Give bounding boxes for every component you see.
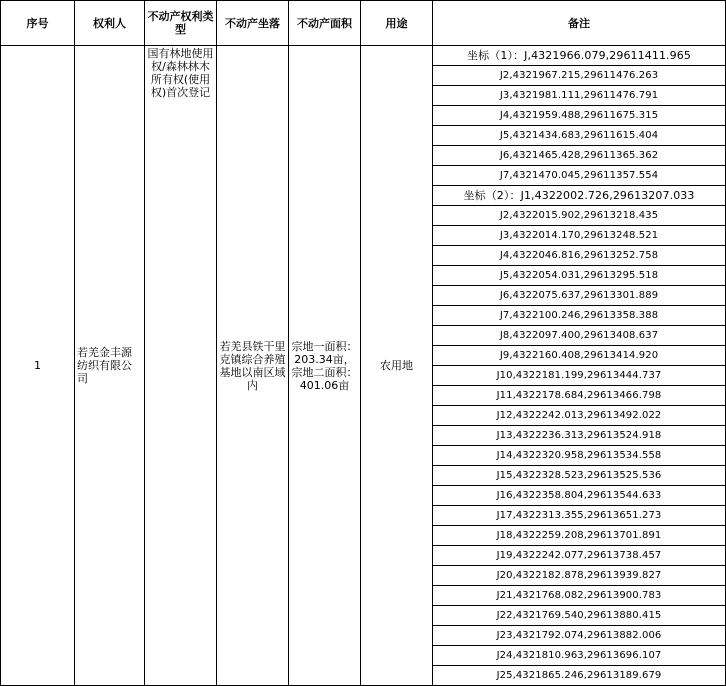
coordinate-note: J6,4322075.637,29613301.889 <box>433 286 726 306</box>
coordinate-note: J8,4322097.400,29613408.637 <box>433 326 726 346</box>
coordinate-note: J10,4322181.199,29613444.737 <box>433 366 726 386</box>
coordinate-note: J13,4322236.313,29613524.918 <box>433 426 726 446</box>
header-right-type: 不动产权利类型 <box>145 1 217 46</box>
header-location: 不动产坐落 <box>217 1 289 46</box>
coordinate-note: 坐标（2）：J1,4322002.726,29613207.033 <box>433 186 726 206</box>
coordinate-note: J5,4322054.031,29613295.518 <box>433 266 726 286</box>
coordinate-note: J7,4322100.246,29613358.388 <box>433 306 726 326</box>
coordinate-note: J11,4322178.684,29613466.798 <box>433 386 726 406</box>
coordinate-note: J12,4322242.013,29613492.022 <box>433 406 726 426</box>
coordinate-note: J9,4322160.408,29613414.920 <box>433 346 726 366</box>
header-index: 序号 <box>1 1 75 46</box>
coordinate-note: J22,4321769.540,29613880.415 <box>433 606 726 626</box>
coordinate-note: J4,4321959.488,29611675.315 <box>433 106 726 126</box>
table-row <box>1 46 726 66</box>
cell-area: 宗地一面积：203.34亩，宗地二面积：401.06亩 <box>289 46 361 686</box>
coordinate-note: J3,4321981.111,29611476.791 <box>433 86 726 106</box>
coordinate-note: J21,4321768.082,29613900.783 <box>433 586 726 606</box>
coordinate-note: J15,4322328.523,29613525.536 <box>433 466 726 486</box>
coordinate-note: J25,4321865.246,29613189.679 <box>433 666 726 686</box>
header-area: 不动产面积 <box>289 1 361 46</box>
cell-use: 农用地 <box>361 46 433 686</box>
coordinate-note: J20,4322182.878,29613939.827 <box>433 566 726 586</box>
coordinate-note: J16,4322358.804,29613544.633 <box>433 486 726 506</box>
coordinate-note: J4,4322046.816,29613252.758 <box>433 246 726 266</box>
coordinate-note: J24,4321810.963,29613696.107 <box>433 646 726 666</box>
cell-index: 1 <box>1 46 75 686</box>
coordinate-note: J19,4322242.077,29613738.457 <box>433 546 726 566</box>
coordinate-note: J2,4321967.215,29611476.263 <box>433 66 726 86</box>
header-owner: 权利人 <box>75 1 145 46</box>
coordinate-note: J2,4322015.902,29613218.435 <box>433 206 726 226</box>
header-notes: 备注 <box>433 1 726 46</box>
coordinate-note: J5,4321434.683,29611615.404 <box>433 126 726 146</box>
header-row <box>1 1 726 46</box>
cell-owner: 若羌金丰源纺织有限公司 <box>75 46 145 686</box>
coordinate-note: J3,4322014.170,29613248.521 <box>433 226 726 246</box>
header-use: 用途 <box>361 1 433 46</box>
coordinate-note: J18,4322259.208,29613701.891 <box>433 526 726 546</box>
coordinate-note: J23,4321792.074,29613882.006 <box>433 626 726 646</box>
coordinate-note: J7,4321470.045,29611357.554 <box>433 166 726 186</box>
cell-right-type: 国有林地使用权/森林林木所有权(使用权)首次登记 <box>145 46 217 686</box>
cell-location: 若羌县铁干里克镇综合养殖基地以南区域内 <box>217 46 289 686</box>
coordinate-note: J6,4321465.428,29611365.362 <box>433 146 726 166</box>
coordinate-note: J17,4322313.355,29613651.273 <box>433 506 726 526</box>
coordinate-note: J14,4322320.958,29613534.558 <box>433 446 726 466</box>
coordinate-note: 坐标（1）：J,4321966.079,29611411.965 <box>433 46 726 66</box>
